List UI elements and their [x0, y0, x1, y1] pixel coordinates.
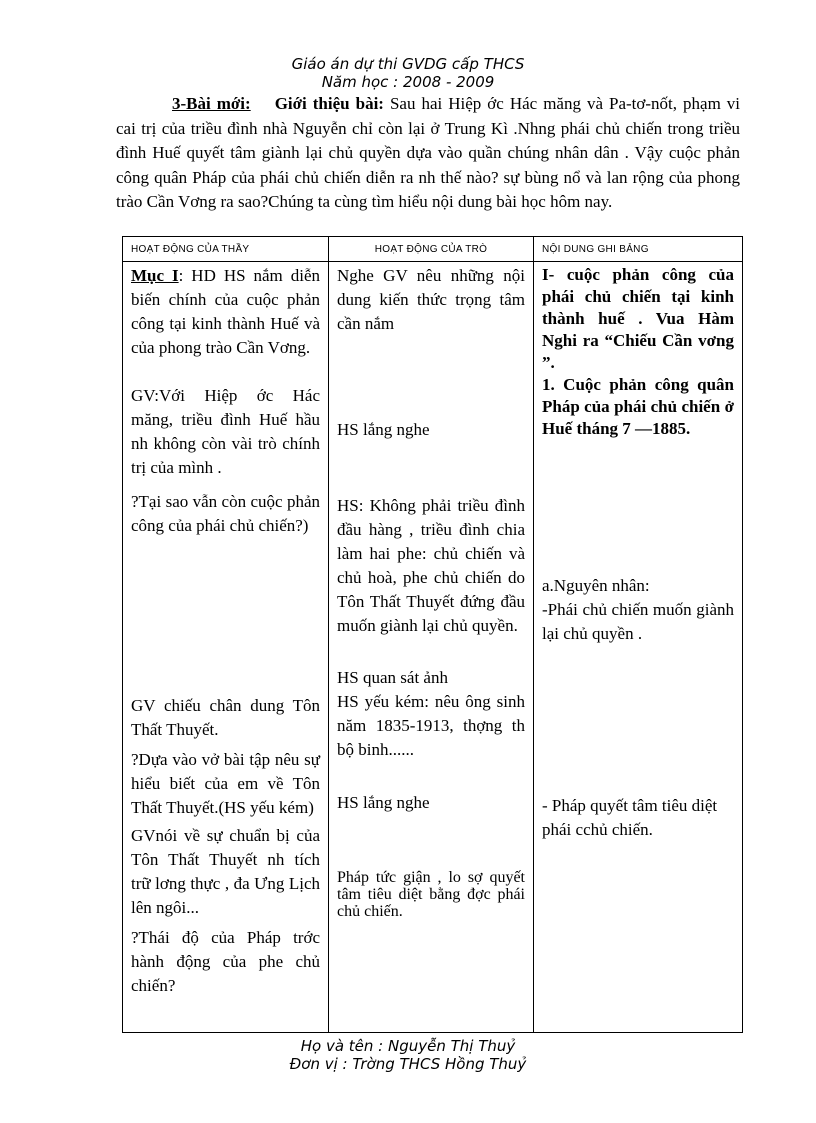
- teacher-p1: GV:Với Hiệp ớc Hác măng, triều đình Huế hầu nh không còn vài trò chính trị của mình .: [131, 386, 320, 477]
- content-a-text: -Phái chủ chiến muốn giành lại chủ quyền .: [542, 600, 734, 643]
- teacher-p4: ?Dựa vào vở bài tập nêu sự hiểu biết của em về Tôn Thất Thuyết.(HS yếu kém): [131, 750, 320, 817]
- student-s7: Pháp tức giận , lo sợ quyết tâm tiêu diệt bằng đợc phái chủ chiến.: [337, 869, 525, 920]
- intro-paragraph: [116, 92, 740, 215]
- student-s2: HS lắng nghe: [337, 420, 430, 439]
- lesson-heading: 3-Bài mới:: [172, 94, 251, 113]
- muc-label: Mục I: [131, 266, 179, 285]
- teacher-p5: GVnói về sự chuẩn bị của Tôn Thất Thuyết nh tích trữ lơng thực , đa Ưng Lịch lên ngôi...: [131, 826, 320, 917]
- intro-text: Sau hai Hiệp ớc Hác măng và Pa-tơ-nốt, phạm vi cai trị của triều đình nhà Nguyễn chỉ còn lại ở Trung Kì .Nhng phái chủ chiến trong triều đình Huế quyết tâm giành lại chủ quyền dựa vào quần chúng nhân dân . Vậy cuộc phản công quân Pháp của phái chủ chiến diễn ra nh thế nào? sự bùng nổ và lan rộng của phong trào Cần Vơng ra sao?Chúng ta cùng tìm hiểu nội dung bài học hôm nay.: [116, 94, 741, 211]
- footer-name: Họ và tên : Nguyễn Thị Thuỷ: [300, 1037, 516, 1055]
- table-row: [123, 262, 743, 1033]
- student-s1: Nghe GV nêu những nội dung kiến thức trọng tâm cần nắm: [337, 266, 525, 333]
- content-column: [534, 262, 743, 1033]
- student-s6: HS lắng nghe: [337, 793, 430, 812]
- intro-label: Giới thiệu bài:: [274, 94, 384, 113]
- content-sub: 1. Cuộc phản công quân Pháp của phái chủ chiến ở Huế tháng 7 —1885.: [542, 375, 734, 438]
- teacher-column: [123, 262, 329, 1033]
- teacher-p2: ?Tại sao vẫn còn cuộc phản công của phái chủ chiến?): [131, 492, 320, 535]
- student-column: [329, 262, 534, 1033]
- teacher-p3: GV chiếu chân dung Tôn Thất Thuyết.: [131, 696, 320, 739]
- header-content: NỘI DUNG GHI BẢNG: [534, 237, 743, 262]
- teacher-muc: [131, 264, 320, 360]
- header-student: HOẠT ĐỘNG CỦA TRÒ: [329, 237, 534, 262]
- content-b-text: - Pháp quyết tâm tiêu diệt phái cchủ chiến.: [542, 796, 718, 839]
- student-s3: HS: Không phải triều đình đầu hàng , triều đình chia làm hai phe: chủ chiến và chủ hoà, phe chủ chiến do Tôn Thất Thuyết đứng đầu muốn giành lại chủ quyền.: [337, 496, 525, 635]
- table-header-row: [123, 237, 743, 262]
- document-header-title: Giáo án dự thi GVDG cấp THCS: [291, 55, 525, 73]
- document-header-year: Năm học : 2008 - 2009: [321, 73, 495, 91]
- teacher-p6: ?Thái độ của Pháp trớc hành động của phe chủ chiến?: [131, 928, 320, 995]
- footer-school: Đơn vị : Trờng THCS Hồng Thuỷ: [289, 1055, 527, 1073]
- student-s4: HS quan sát ảnh: [337, 668, 448, 687]
- content-title: I- cuộc phản công của phái chủ chiến tại kinh thành huế . Vua Hàm Nghi ra “Chiếu Cần vơng ”.: [542, 265, 734, 372]
- lesson-table: [122, 236, 743, 1033]
- header-teacher: HOẠT ĐỘNG CỦA THẦY: [123, 237, 329, 262]
- content-a-label: a.Nguyên nhân:: [542, 576, 650, 595]
- muc-text: : HD HS nắm diễn biến chính của cuộc phản công tại kinh thành Huế và của phong trào Cần Vơng.: [131, 266, 320, 357]
- student-s5: HS yếu kém: nêu ông sinh năm 1835-1913, thợng th bộ binh......: [337, 692, 525, 759]
